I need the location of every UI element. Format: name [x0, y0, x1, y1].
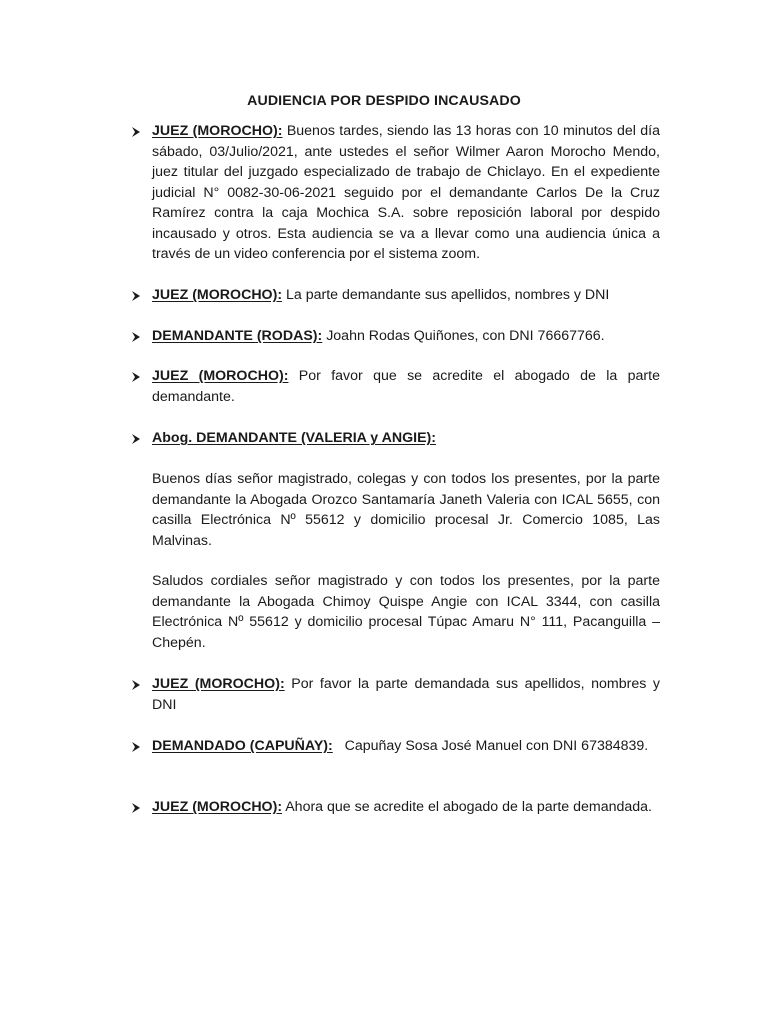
speaker-label: DEMANDADO (CAPUÑAY):	[152, 738, 333, 754]
arrow-bullet-icon	[130, 367, 142, 387]
lawyer-paragraph: Saludos cordiales señor magistrado y con todos los presentes, por la parte demandante la Abogada Chimoy Quispe Angie con ICAL 3344, con casilla Electrónica Nº 55612 y domicilio procesal Túpac Amaru N° 111, Pacanguilla – Chepén.	[152, 573, 660, 651]
entry-text: Por favor la parte demandada sus apellidos, nombres y DNI	[152, 676, 660, 713]
arrow-bullet-icon	[130, 286, 142, 306]
speaker-label: JUEZ (MOROCHO):	[152, 123, 283, 139]
transcript-entry	[152, 326, 660, 347]
entry-text: Por favor que se acredite el abogado de la parte demandante.	[152, 368, 660, 405]
document-title: AUDIENCIA POR DESPIDO INCAUSADO	[247, 93, 521, 109]
transcript-entry	[152, 285, 660, 306]
arrow-bullet-icon	[130, 798, 142, 818]
entry-text: La parte demandante sus apellidos, nombres y DNI	[286, 287, 610, 303]
transcript-entry	[152, 121, 660, 265]
arrow-bullet-icon	[130, 122, 142, 142]
speaker-label: Abog. DEMANDANTE (VALERIA y ANGIE):	[152, 430, 436, 446]
entry-text: Buenos tardes, siendo las 13 horas con 10 minutos del día sábado, 03/Julio/2021, ante ustedes el señor Wilmer Aaron Morocho Mendo, juez titular del juzgado especializado de trabajo de Chiclayo. En el expediente judicial N° 0082-30-06-2021 seguido por el demandante Carlos De la Cruz Ramírez contra la caja Mochica S.A. sobre reposición laboral por despido incausado y otros. Esta audiencia se va a llevar como una audiencia única a través de un video conferencia por el sistema zoom.	[152, 123, 660, 262]
arrow-bullet-icon	[130, 675, 142, 695]
speaker-label: JUEZ (MOROCHO):	[152, 368, 289, 384]
transcript-entry	[152, 428, 660, 449]
speaker-label: DEMANDANTE (RODAS):	[152, 328, 323, 344]
entry-text: Ahora que se acredite el abogado de la parte demandada.	[285, 799, 653, 815]
transcript-entry	[152, 674, 660, 715]
transcript-entry	[152, 736, 660, 757]
lawyer-paragraph: Buenos días señor magistrado, colegas y con todos los presentes, por la parte demandante la Abogada Orozco Santamaría Janeth Valeria con ICAL 5655, con casilla Electrónica Nº 55612 y domicilio procesal Jr. Comercio 1085, Las Malvinas.	[152, 471, 660, 549]
arrow-bullet-icon	[130, 327, 142, 347]
entry-text: Capuñay Sosa José Manuel con DNI 67384839.	[344, 738, 649, 754]
transcript-entry	[152, 366, 660, 407]
speaker-label: JUEZ (MOROCHO):	[152, 287, 283, 303]
arrow-bullet-icon	[130, 429, 142, 449]
entry-text: Joahn Rodas Quiñones, con DNI 76667766.	[326, 328, 605, 344]
speaker-label: JUEZ (MOROCHO):	[152, 676, 285, 692]
transcript-entry	[152, 797, 660, 818]
arrow-bullet-icon	[130, 737, 142, 757]
speaker-label: JUEZ (MOROCHO):	[152, 799, 283, 815]
